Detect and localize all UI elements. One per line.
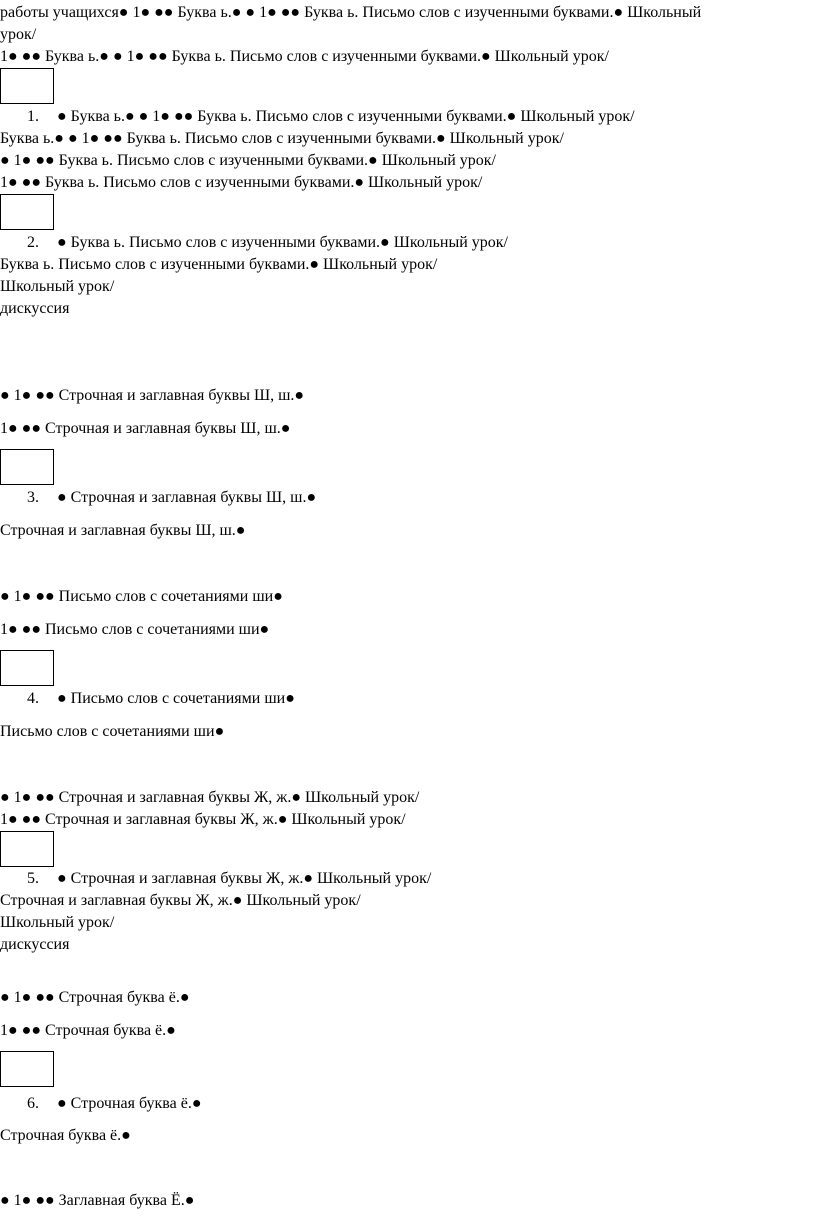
text-line: Строчная буква ё.● (0, 1127, 131, 1144)
item-number: 4. (27, 690, 39, 707)
text-line: ● 1● ●● Заглавная буква Ё.● (0, 1192, 195, 1209)
text-line: ● Строчная буква ё.● (57, 1095, 202, 1112)
text-line: ● 1● ●● Строчная и заглавная буквы Ш, ш.● (0, 387, 305, 404)
item-number: 3. (27, 489, 39, 506)
item-number: 2. (27, 234, 39, 251)
text-line: дискуссия (0, 936, 70, 953)
answer-box[interactable] (0, 194, 54, 230)
text-line: Школьный урок/ (0, 278, 115, 295)
text-line: дискуссия (0, 300, 70, 317)
text-line: ● Буква ь.● ● 1● ●● Буква ь. Письмо слов с изученными буквами.● Школьный урок/ (57, 108, 635, 125)
text-line: Буква ь.● ● 1● ●● Буква ь. Письмо слов с изученными буквами.● Школьный урок/ (0, 130, 564, 147)
text-line: ● Строчная и заглавная буквы Ж, ж.● Школьный урок/ (57, 870, 432, 887)
text-line: Буква ь. Письмо слов с изученными буквами.● Школьный урок/ (0, 256, 438, 273)
text-line: ● 1● ●● Строчная и заглавная буквы Ж, ж.● Школьный урок/ (0, 789, 420, 806)
text-line: 1● ●● Строчная и заглавная буквы Ж, ж.● Школьный урок/ (0, 811, 406, 828)
text-line: ● 1● ●● Буква ь. Письмо слов с изученными буквами.● Школьный урок/ (0, 152, 496, 169)
text-line: 1● ●● Письмо слов с сочетаниями ши● (0, 621, 270, 638)
text-line: 1● ●● Строчная и заглавная буквы Ш, ш.● (0, 420, 291, 437)
text-line: 1● ●● Строчная буква ё.● (0, 1022, 176, 1039)
text-line: работы учащихся● 1● ●● Буква ь.● ● 1● ●● Буква ь. Письмо слов с изученными буквами.● Школьный (0, 4, 702, 21)
text-line: 1● ●● Буква ь. Письмо слов с изученными буквами.● Школьный урок/ (0, 174, 483, 191)
item-number: 6. (27, 1095, 39, 1112)
text-line: ● Буква ь. Письмо слов с изученными буквами.● Школьный урок/ (57, 234, 508, 251)
answer-box[interactable] (0, 1051, 54, 1087)
answer-box[interactable] (0, 449, 54, 485)
text-line: ● Строчная и заглавная буквы Ш, ш.● (57, 489, 317, 506)
answer-box[interactable] (0, 831, 54, 867)
item-number: 5. (27, 870, 39, 887)
text-line: Строчная и заглавная буквы Ш, ш.● (0, 522, 246, 539)
text-line: ● 1● ●● Строчная буква ё.● (0, 989, 190, 1006)
answer-box[interactable] (0, 650, 54, 686)
text-line: Письмо слов с сочетаниями ши● (0, 723, 225, 740)
text-line: Строчная и заглавная буквы Ж, ж.● Школьный урок/ (0, 892, 361, 909)
text-line: урок/ (0, 26, 37, 43)
text-line: ● Письмо слов с сочетаниями ши● (57, 690, 295, 707)
answer-box[interactable] (0, 68, 54, 104)
text-line: 1● ●● Буква ь.● ● 1● ●● Буква ь. Письмо слов с изученными буквами.● Школьный урок/ (0, 48, 609, 65)
item-number: 1. (27, 108, 39, 125)
text-line: Школьный урок/ (0, 914, 115, 931)
text-line: ● 1● ●● Письмо слов с сочетаниями ши● (0, 588, 283, 605)
